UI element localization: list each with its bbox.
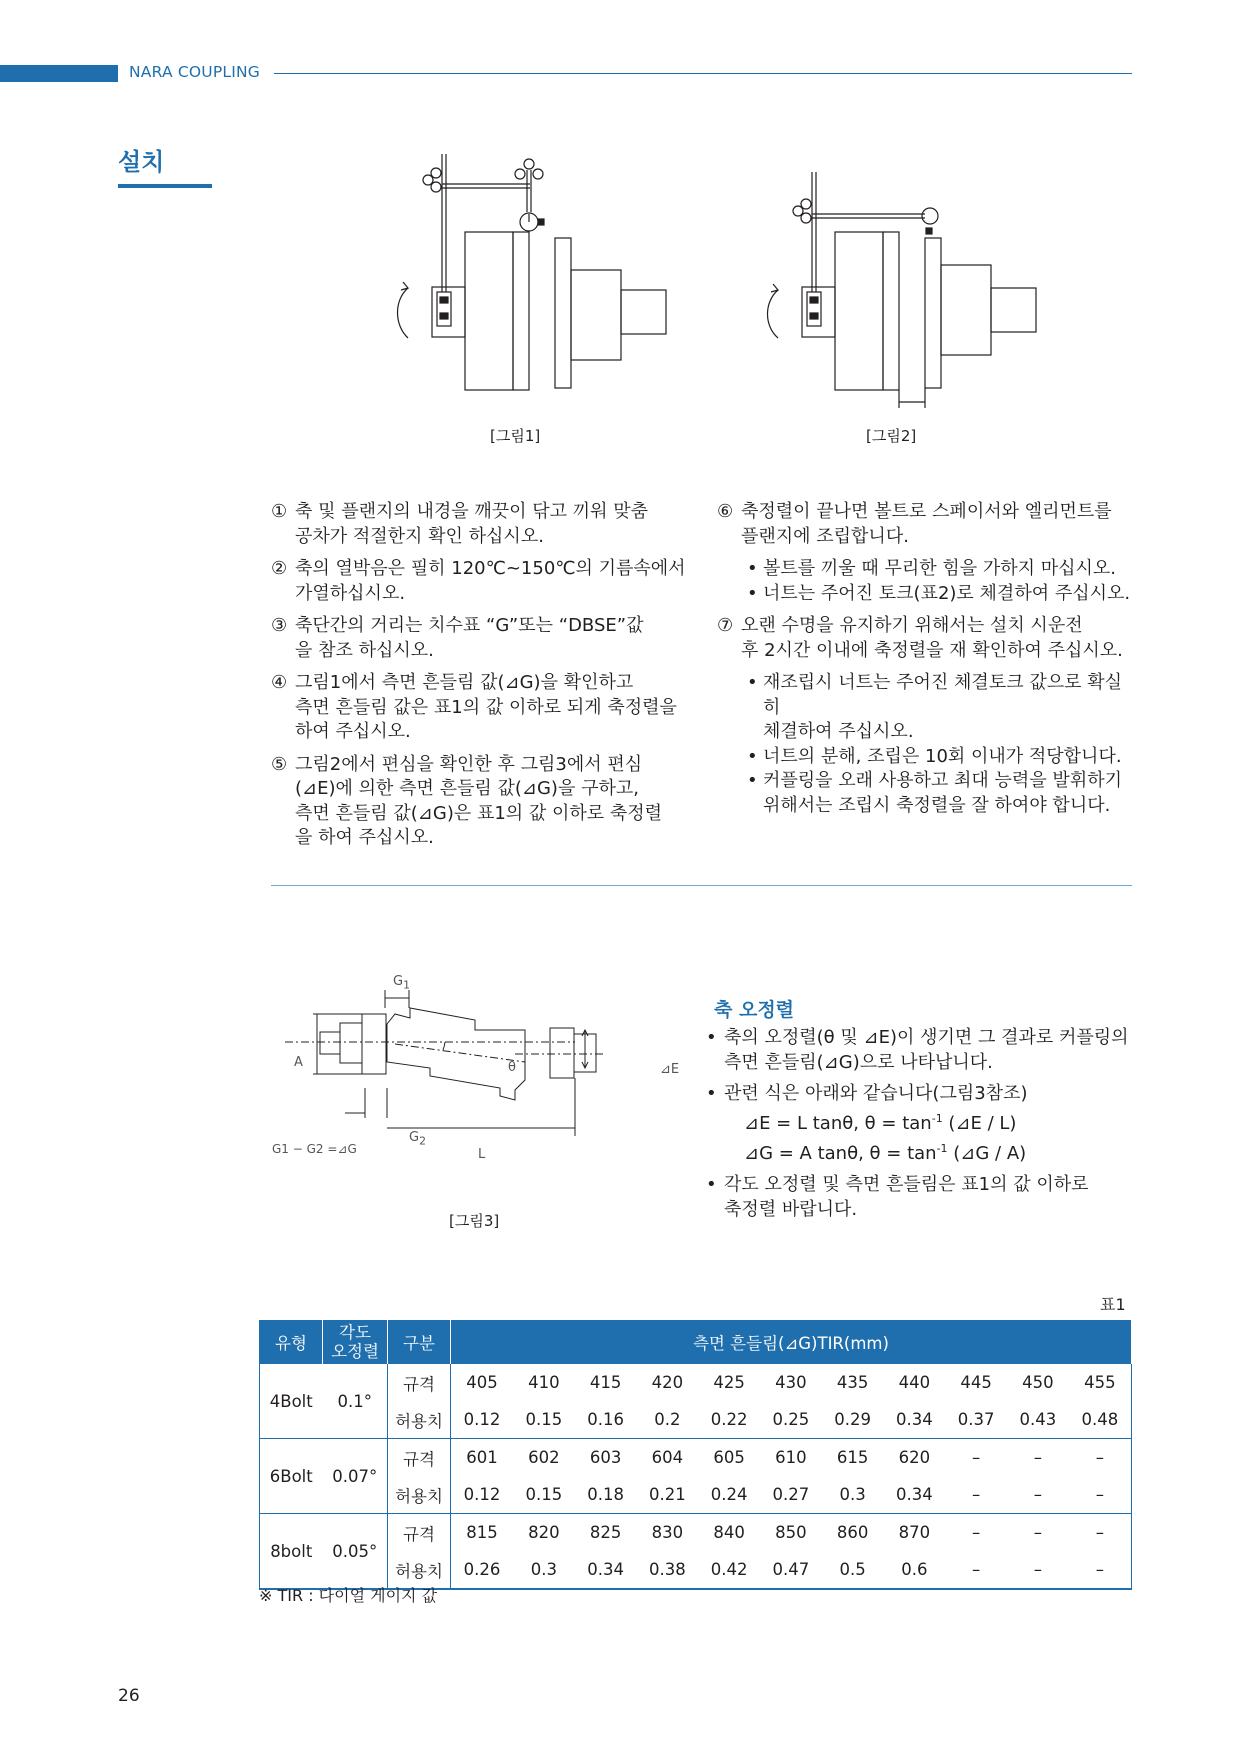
step-7: ⑦ 오랜 수명을 유지하기 위해서는 설치 시운전 후 2시간 이내에 축정렬을 재 확인하여 주십시오.	[717, 615, 1123, 661]
cell-value: 0.34	[884, 1401, 946, 1439]
th-type: 유형	[260, 1320, 323, 1364]
cell-value: 0.29	[822, 1401, 884, 1439]
cell-value: 0.12	[451, 1476, 514, 1514]
cell-value: 430	[775, 1373, 807, 1392]
cell-type: 4Bolt	[260, 1364, 323, 1439]
fig3-label-l: L	[478, 1147, 486, 1162]
step-7-note-2: • 너트의 분해, 조립은 10회 이내가 적당합니다.	[747, 745, 1122, 767]
misalignment-bullet-1: • 축의 오정렬(θ 및 ⊿E)이 생기면 그 결과로 커플링의 측면 흔들림(⊿G)으로 나타납니다.	[706, 1027, 1129, 1073]
cell-value: 0.37	[945, 1401, 1007, 1439]
cell-angle: 0.07°	[323, 1439, 388, 1514]
cell-value: 0.34	[884, 1476, 946, 1514]
figure-1-dial-gauge-setup	[380, 150, 680, 420]
cell-value: –	[972, 1560, 981, 1579]
cell-value: 0.38	[649, 1560, 686, 1579]
cell-value: 0.24	[698, 1476, 760, 1514]
misalignment-body	[706, 1025, 1136, 1222]
cell-angle: 0.1°	[323, 1364, 388, 1439]
step-5: ⑤ 그림2에서 편심을 확인한 후 그림3에서 편심 (⊿E)에 의한 측면 흔들림 값(⊿G)을 구하고, 측면 흔들림 값(⊿G)은 표1의 값 이하로 축정렬 을 하여 주십시오.	[271, 753, 663, 848]
cell-value: 0.27	[760, 1476, 822, 1514]
table-1-note: ※ TIR : 다이얼 게이지 값	[259, 1586, 438, 1605]
cell-value: 0.21	[637, 1476, 699, 1514]
header-rule	[274, 73, 1132, 74]
cell-value: 0.43	[1007, 1401, 1069, 1439]
cell-division: 규격	[388, 1439, 451, 1477]
fig3-label-g2: $G_2$	[409, 1130, 426, 1148]
cell-division: 허용치	[388, 1401, 451, 1439]
th-division: 구분	[388, 1320, 451, 1364]
cell-value: 440	[898, 1373, 931, 1392]
step-6: ⑥ 축정렬이 끝나면 볼트로 스페이서와 엘리먼트를 플랜지에 조립합니다.	[717, 501, 1112, 547]
cell-value: 0.2	[637, 1401, 699, 1439]
fig3-label-de: ⊿E	[660, 1062, 680, 1077]
cell-value: 410	[528, 1373, 560, 1392]
misalignment-bullet-2: • 관련 식은 아래와 같습니다(그림3참조)	[706, 1083, 1028, 1104]
cell-value: 0.15	[513, 1476, 575, 1514]
figure-1-caption: [그림1]	[490, 427, 541, 445]
cell-value: –	[1095, 1523, 1105, 1542]
cell-value: 415	[589, 1373, 622, 1392]
cell-value: 815	[466, 1523, 498, 1542]
fig3-label-formula: G1 − G2 =⊿G	[272, 1142, 357, 1156]
cell-value: 820	[528, 1523, 560, 1542]
cell-value: –	[1033, 1448, 1043, 1467]
step-6-note-1: • 볼트를 끼울 때 무리한 힘을 가하지 마십시오.	[747, 558, 1117, 579]
cell-value: 445	[960, 1373, 992, 1392]
cell-value: –	[1033, 1560, 1043, 1579]
cell-value: 0.15	[513, 1401, 575, 1439]
fig3-label-theta: θ	[508, 1060, 516, 1075]
cell-type: 8bolt	[270, 1541, 313, 1561]
cell-value: 605	[713, 1448, 745, 1467]
table-row	[260, 1514, 1132, 1552]
cell-value: 0.25	[760, 1401, 822, 1439]
cell-division: 허용치	[388, 1551, 451, 1589]
header-accent-bar	[0, 65, 118, 82]
cell-value: 0.16	[575, 1401, 637, 1439]
cell-value: 870	[898, 1523, 931, 1542]
cell-angle: 0.05°	[323, 1514, 388, 1590]
th-runout: 측면 흔들림(⊿G)TIR(mm)	[451, 1320, 1132, 1364]
cell-value: 0.26	[463, 1560, 501, 1579]
cell-value: 425	[713, 1373, 745, 1392]
cell-value: 0.42	[710, 1560, 748, 1579]
table-1-lateral-runout	[259, 1320, 1132, 1590]
figure-2-offset-check	[750, 170, 1050, 420]
steps-left-column	[271, 500, 691, 851]
step-3: ③ 축단간의 거리는 치수표 “G”또는 “DBSE”값 을 참조 하십시오.	[271, 615, 644, 661]
cell-value: 860	[836, 1523, 869, 1542]
cell-value: 602	[528, 1448, 560, 1467]
cell-value: –	[945, 1476, 1007, 1514]
cell-value: 405	[466, 1373, 498, 1392]
cell-value: 0.12	[451, 1401, 514, 1439]
header-brand: NARA COUPLING	[129, 63, 260, 81]
cell-value: 0.48	[1069, 1401, 1132, 1439]
fig1-left-hub	[465, 232, 513, 390]
formula-dg: ⊿G = A tanθ, $\theta = \tan^{-1}$ (⊿G / A)	[744, 1142, 1027, 1164]
cell-value: –	[1069, 1476, 1132, 1514]
cell-value: 420	[651, 1373, 684, 1392]
figure-2-caption: [그림2]	[866, 427, 917, 445]
misalignment-bullet-3: • 각도 오정렬 및 측면 흔들림은 표1의 값 이하로 축정렬 바랍니다.	[706, 1174, 1089, 1220]
cell-value: 435	[836, 1373, 869, 1392]
cell-division: 규격	[388, 1364, 451, 1401]
cell-value: 0.6	[901, 1560, 928, 1579]
cell-value: 830	[651, 1523, 684, 1542]
step-1: ① 축 및 플랜지의 내경을 깨끗이 닦고 끼워 맞춤 공차가 적절한지 확인 하십시오.	[271, 501, 649, 547]
steps-right-column	[717, 500, 1137, 818]
step-7-note-3: • 커플링을 오래 사용하고 최대 능력을 발휘하기 위해서는 조립시 축정렬을 잘 하여야 합니다.	[747, 770, 1122, 816]
figure-3-caption: [그림3]	[449, 1212, 500, 1230]
cell-division: 허용치	[388, 1476, 451, 1514]
fig2-left-hub	[835, 232, 883, 390]
section-divider	[271, 885, 1132, 886]
section-title: 설치	[118, 148, 165, 176]
section-title-underline	[118, 184, 212, 188]
cell-value: –	[1095, 1448, 1105, 1467]
cell-value: 604	[651, 1448, 684, 1467]
cell-value: 610	[775, 1448, 807, 1467]
cell-value: –	[972, 1523, 981, 1542]
cell-type: 6Bolt	[260, 1439, 323, 1514]
formula-de: ⊿E = L tanθ, $\theta = \tan^{-1}$ (⊿E / L)	[744, 1112, 1017, 1134]
cell-value: 603	[589, 1448, 622, 1467]
cell-division: 규격	[388, 1514, 451, 1552]
fig1-right-shaft	[621, 290, 666, 334]
step-4: ④ 그림1에서 측면 흔들림 값(⊿G)을 확인하고 측면 흔들림 값은 표1의 값 이하로 되게 축정렬을 하여 주십시오.	[271, 672, 677, 742]
table-row	[260, 1364, 1132, 1401]
fig3-label-g1-text: $G_1$	[393, 974, 410, 992]
step-6-note-2: • 너트는 주어진 토크(표2)로 체결하여 주십시오.	[747, 582, 1131, 604]
page-number: 26	[118, 1686, 140, 1706]
cell-value: 0.5	[839, 1560, 866, 1579]
th-angle: 각도 오정렬	[323, 1320, 388, 1364]
cell-value: 0.18	[575, 1476, 637, 1514]
cell-value: 601	[466, 1448, 498, 1467]
table-row	[260, 1401, 1132, 1439]
step-7-note-1: • 재조립시 너트는 주어진 체결토크 값으로 확실히 체결하여 주십시오.	[747, 672, 1122, 742]
cell-value: 0.22	[698, 1401, 760, 1439]
table-row	[260, 1439, 1132, 1477]
cell-value: 455	[1084, 1373, 1116, 1392]
fig1-right-hub	[571, 270, 621, 360]
cell-value: –	[972, 1448, 981, 1467]
table-row	[260, 1476, 1132, 1514]
table-1-label: 표1	[1100, 1295, 1126, 1314]
cell-value: –	[1007, 1476, 1069, 1514]
cell-value: 620	[898, 1448, 931, 1467]
cell-value: 840	[713, 1523, 745, 1542]
cell-value: 825	[589, 1523, 622, 1542]
cell-value: 0.47	[772, 1560, 810, 1579]
cell-value: 850	[775, 1523, 807, 1542]
cell-value: 615	[836, 1448, 869, 1467]
fig3-label-a: A	[294, 1055, 303, 1070]
cell-value: –	[1095, 1560, 1105, 1579]
misalignment-title: 축 오정렬	[714, 999, 795, 1021]
cell-value: 0.34	[587, 1560, 625, 1579]
cell-value: –	[1033, 1523, 1043, 1542]
fig2-right-hub	[941, 265, 991, 355]
cell-value: 450	[1022, 1373, 1054, 1392]
cell-value: 0.3	[822, 1476, 884, 1514]
step-2: ② 축의 열박음은 필히 120℃~150℃의 기름속에서 가열하십시오.	[271, 558, 686, 604]
cell-value: 0.3	[530, 1560, 558, 1579]
